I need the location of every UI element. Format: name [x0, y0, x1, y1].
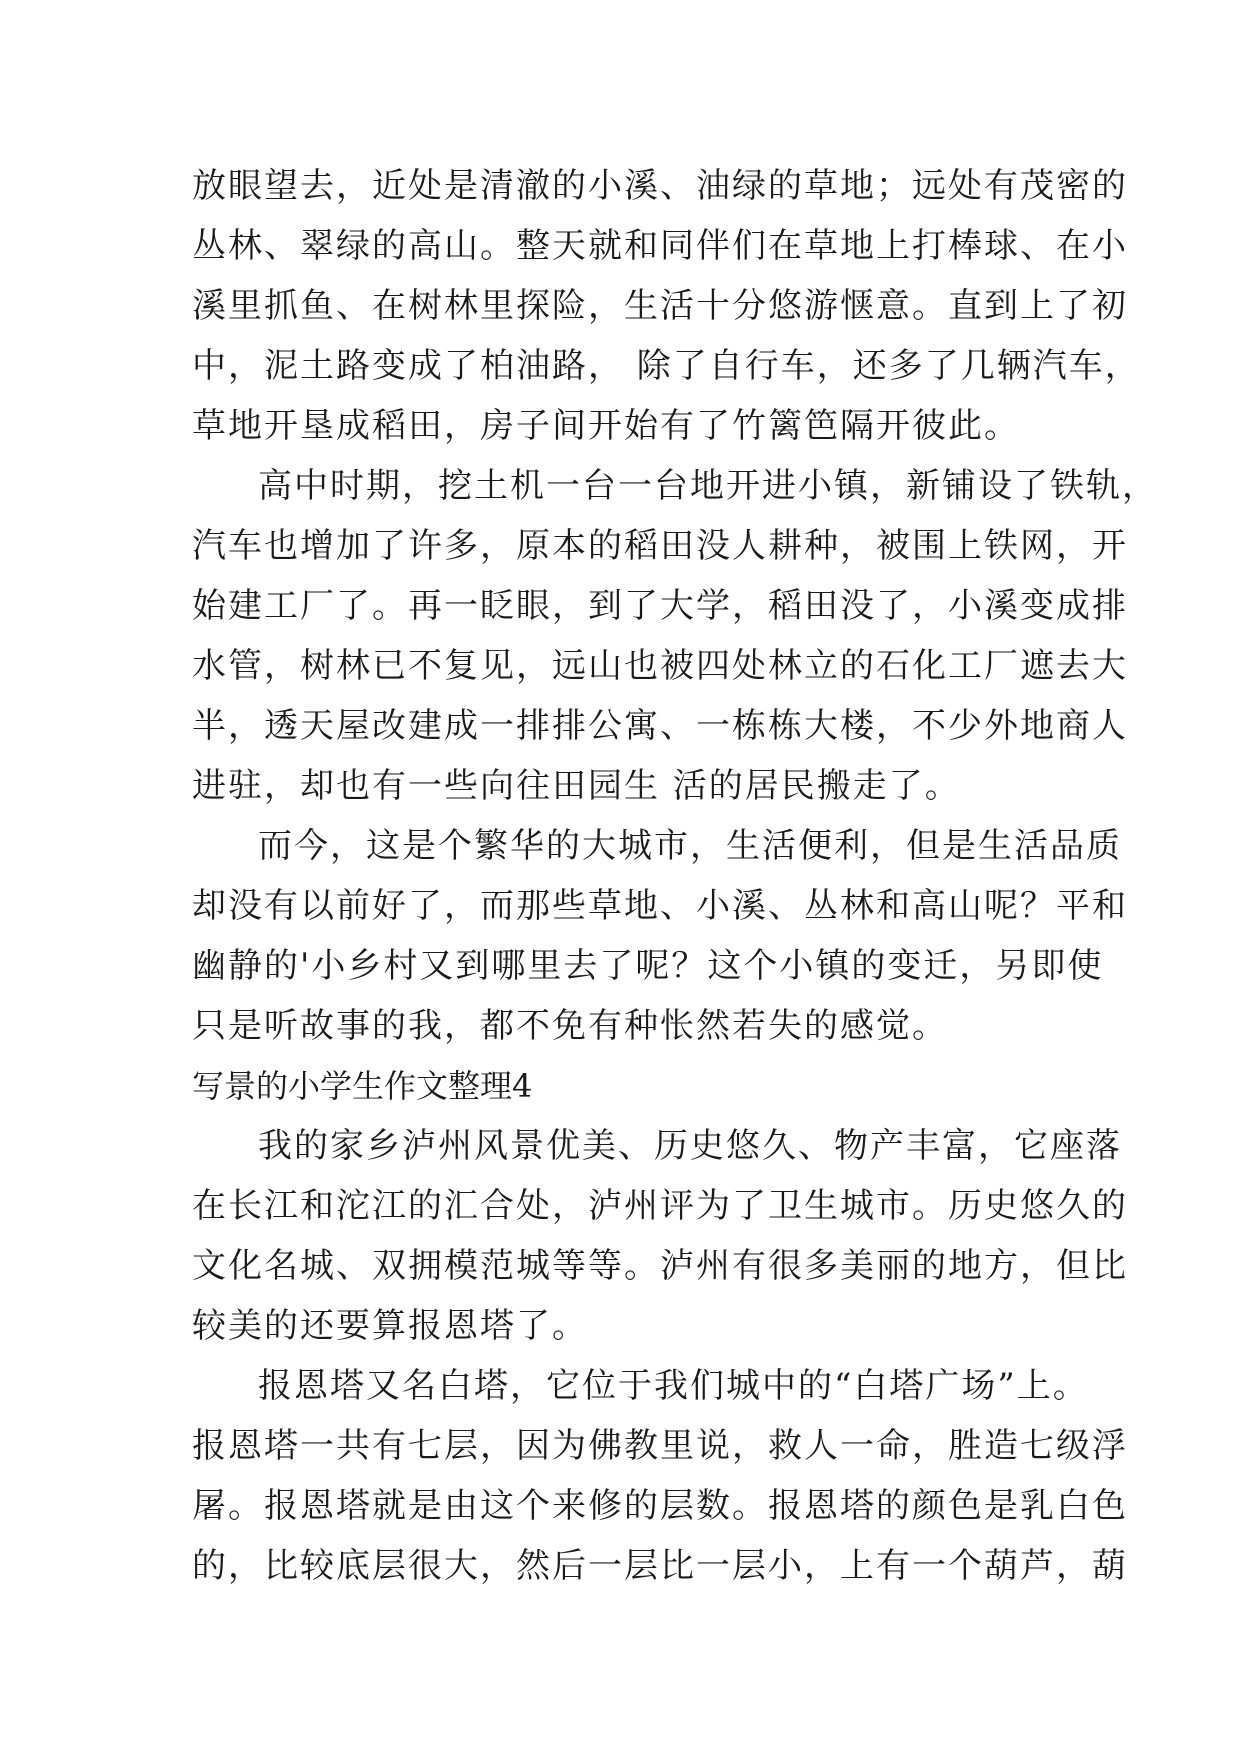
section-heading: 写景的小学生作文整理4: [192, 1067, 533, 1105]
paragraph-line: 溪里抓鱼、在树林里探险，生活十分悠游惬意。直到上了初: [192, 286, 1128, 326]
paragraph-line: 丛林、翠绿的高山。整天就和同伴们在草地上打棒球、在小: [192, 226, 1128, 266]
paragraph-line: 始建工厂了。再一眨眼，到了大学，稻田没了，小溪变成排: [192, 586, 1128, 626]
paragraph-line: 文化名城、双拥模范城等等。泸州有很多美丽的地方，但比: [192, 1246, 1128, 1286]
paragraph-line: 半，透天屋改建成一排排公寓、一栋栋大楼，不少外地商人: [192, 706, 1128, 746]
paragraph-line: 进驻，却也有一些向往田园生 活的居民搬走了。: [192, 766, 961, 806]
paragraph-line: 报恩塔又名白塔，它位于我们城中的“白塔广场”上。: [258, 1366, 1089, 1406]
paragraph-line: 幽静的'小乡村又到哪里去了呢？这个小镇的变迁，另即使: [192, 946, 1104, 986]
paragraph-line: 而今，这是个繁华的大城市，生活便利，但是生活品质: [258, 826, 1122, 866]
paragraph-line: 草地开垦成稻田，房子间开始有了竹篱笆隔开彼此。: [192, 406, 1020, 446]
paragraph-line: 屠。报恩塔就是由这个来修的层数。报恩塔的颜色是乳白色: [192, 1486, 1128, 1526]
paragraph-line: 水管，树林已不复见，远山也被四处林立的石化工厂遮去大: [192, 646, 1128, 686]
paragraph-line: 在长江和沱江的汇合处，泸州评为了卫生城市。历史悠久的: [192, 1186, 1128, 1226]
paragraph-line: 高中时期，挖土机一台一台地开进小镇，新铺设了铁轨，: [258, 466, 1158, 506]
paragraph-line: 我的家乡泸州风景优美、历史悠久、物产丰富，它座落: [258, 1126, 1122, 1166]
paragraph-line: 的，比较底层很大，然后一层比一层小，上有一个葫芦，葫: [192, 1546, 1128, 1586]
paragraph-line: 却没有以前好了，而那些草地、小溪、丛林和高山呢？平和: [192, 886, 1128, 926]
paragraph-line: 较美的还要算报恩塔了。: [192, 1306, 588, 1346]
paragraph-line: 汽车也增加了许多，原本的稻田没人耕种，被围上铁网，开: [192, 526, 1128, 566]
paragraph-line: 中，泥土路变成了柏油路， 除了自行车，还多了几辆汽车，: [192, 346, 1141, 386]
paragraph-line: 报恩塔一共有七层，因为佛教里说，救人一命，胜造七级浮: [192, 1426, 1128, 1466]
paragraph-line: 只是听故事的我，都不免有种怅然若失的感觉。: [192, 1006, 948, 1046]
paragraph-line: 放眼望去，近处是清澈的小溪、油绿的草地；远处有茂密的: [192, 166, 1128, 206]
